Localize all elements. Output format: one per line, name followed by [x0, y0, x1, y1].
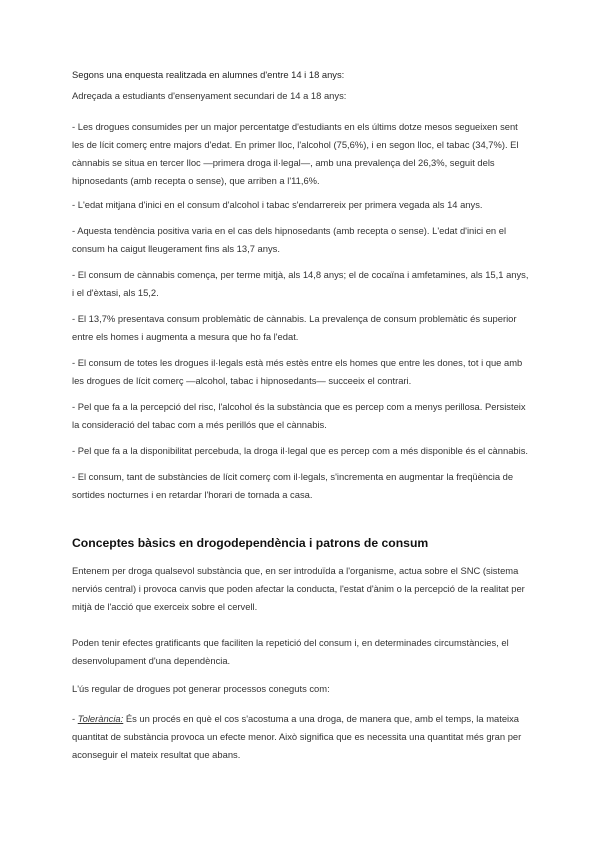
tolerance-text: És un procés en què el cos s'acostuma a una droga, de manera que, amb el temps, la mateixa quantitat de substància provoca un efecte menor. Això significa que es necessita una quantitat més gran per aconseguir el mateix resultat que abans.: [72, 713, 522, 761]
finding-item: - L'edat mitjana d'inici en el consum d'alcohol i tabac s'endarrereix per primera vegada als 14 anys.: [72, 199, 483, 210]
intro-subheading: Adreçada a estudiants d'ensenyament secundari de 14 a 18 anys:: [72, 90, 347, 101]
finding-item: - Pel que fa a la percepció del risc, l'alcohol és la substància que es percep com a menys perillosa. Persisteix la consideració del tabac com a més perillós que el cànnabis.: [72, 401, 526, 430]
effects-paragraph: Poden tenir efectes gratificants que faciliten la repetició del consum i, en determinades circumstàncies, el desenvolupament d'una dependència.: [72, 637, 509, 667]
finding-item: - El consum de totes les drogues il·legals està més estès entre els homes que entre les dones, tot i que amb les drogues de lícit comerç —alcohol, tabac i hipnosedants— succeeix el contrari.: [72, 357, 523, 386]
tolerance-paragraph: [72, 710, 532, 764]
finding-item: - Pel que fa a la disponibilitat percebuda, la droga il·legal que es percep com a més disponible és el cànnabis.: [72, 445, 529, 456]
tolerance-prefix: -: [72, 713, 78, 725]
finding-item: - El consum de cànnabis comença, per terme mitjà, als 14,8 anys; el de cocaïna i amfetamines, als 15,1 anys, i el d'èxtasi, als 15,2.: [72, 269, 529, 298]
finding-item: - Aquesta tendència positiva varia en el cas dels hipnosedants (amb recepta o sense). L'edat d'inici en el consum ha caigut lleugerament fins als 13,7 anys.: [72, 225, 507, 254]
tolerance-term: Tolerància:: [77, 713, 124, 725]
finding-item: - El 13,7% presentava consum problemàtic de cànnabis. La prevalença de consum problemàtic és superior entre els homes i augmenta a mesura que ho fa l'edat.: [72, 313, 517, 342]
document-page: [72, 66, 532, 764]
section-title: Conceptes bàsics en drogodependència i patrons de consum: [72, 536, 429, 550]
processes-paragraph: L'ús regular de drogues pot generar processos coneguts com:: [72, 683, 330, 695]
definition-paragraph: Entenem per droga qualsevol substància que, en ser introduïda a l'organisme, actua sobre el SNC (sistema nerviós central) i provoca canvis que poden afectar la conducta, l'estat d'ànim o la percepció de la realitat per mitjà de l'acció que exerceix sobre el cervell.: [72, 565, 525, 613]
intro-heading: Segons una enquesta realitzada en alumnes d'entre 14 i 18 anys:: [72, 69, 345, 80]
finding-item: - El consum, tant de substàncies de lícit comerç com il·legals, s'incrementa en augmentar la freqüència de sortides nocturnes i en retardar l'horari de tornada a casa.: [72, 471, 514, 500]
finding-item: - Les drogues consumides per un major percentatge d'estudiants en els últims dotze mesos segueixen sent les de lícit comerç entre majors d'edat. En primer lloc, l'alcohol (75,6%), i en segon lloc, el tabac (34,7%). El cànnabis se situa en tercer lloc —primera droga il·legal—, amb una prevalença del 26,3%, seguit dels hipnosedants (amb recepta o sense), que arriben a l'11,6%.: [72, 121, 519, 186]
